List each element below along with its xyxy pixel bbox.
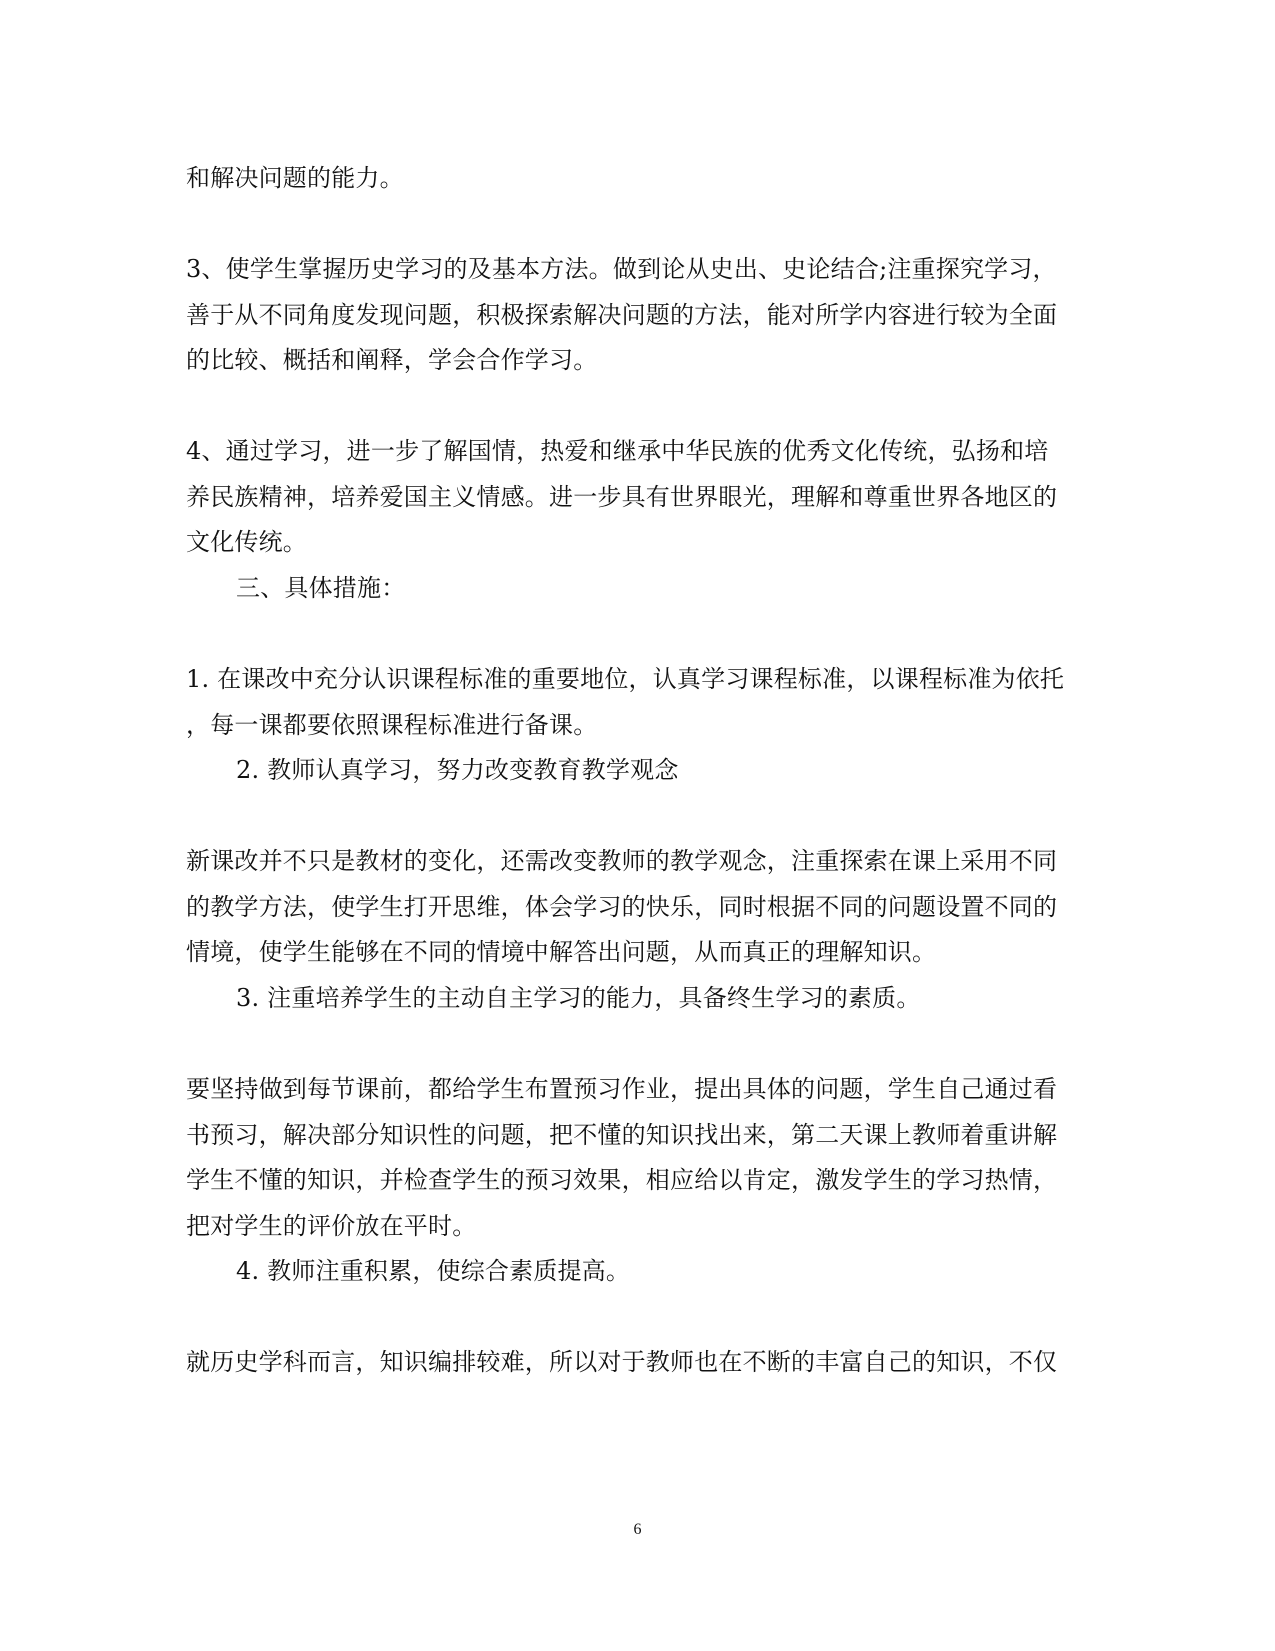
page-number: 6 [633, 1521, 642, 1538]
text-line: 1. 在课改中充分认识课程标准的重要地位，认真学习课程标准，以课程标准为依托 [186, 665, 1065, 693]
text-line: 的比较、概括和阐释，学会合作学习。 [186, 346, 598, 374]
text-line: 文化传统。 [186, 528, 307, 556]
text-line: 情境，使学生能够在不同的情境中解答出问题，从而真正的理解知识。 [186, 938, 937, 966]
text-line: 就历史学科而言，知识编排较难，所以对于教师也在不断的丰富自己的知识，不仅 [186, 1348, 1058, 1376]
text-line: 要坚持做到每节课前，都给学生布置预习作业，提出具体的问题，学生自己通过看 [186, 1075, 1058, 1103]
text-line: 的教学方法，使学生打开思维，体会学习的快乐，同时根据不同的问题设置不同的 [186, 893, 1058, 921]
numbered-heading: 3. 注重培养学生的主动自主学习的能力，具备终生学习的素质。 [236, 984, 921, 1012]
text-line: 4、通过学习，进一步了解国情，热爱和继承中华民族的优秀文化传统，弘扬和培 [186, 437, 1049, 465]
text-line: 学生不懂的知识，并检查学生的预习效果，相应给以肯定，激发学生的学习热情， [186, 1166, 1058, 1194]
text-line: ，每一课都要依照课程标准进行备课。 [186, 711, 598, 739]
text-line: 和解决问题的能力。 [186, 164, 404, 192]
section-heading: 三、具体措施： [236, 574, 406, 602]
text-line: 3、使学生掌握历史学习的及基本方法。做到论从史出、史论结合;注重探究学习， [186, 255, 1057, 283]
text-line: 养民族精神，培养爱国主义情感。进一步具有世界眼光，理解和尊重世界各地区的 [186, 483, 1058, 511]
text-line: 善于从不同角度发现问题，积极探索解决问题的方法，能对所学内容进行较为全面 [186, 301, 1058, 329]
text-line: 新课改并不只是教材的变化，还需改变教师的教学观念，注重探索在课上采用不同 [186, 847, 1058, 875]
numbered-heading: 2. 教师认真学习，努力改变教育教学观念 [236, 756, 679, 784]
text-line: 书预习，解决部分知识性的问题，把不懂的知识找出来，第二天课上教师着重讲解 [186, 1121, 1058, 1149]
numbered-heading: 4. 教师注重积累，使综合素质提高。 [236, 1257, 631, 1285]
text-line: 把对学生的评价放在平时。 [186, 1212, 477, 1240]
